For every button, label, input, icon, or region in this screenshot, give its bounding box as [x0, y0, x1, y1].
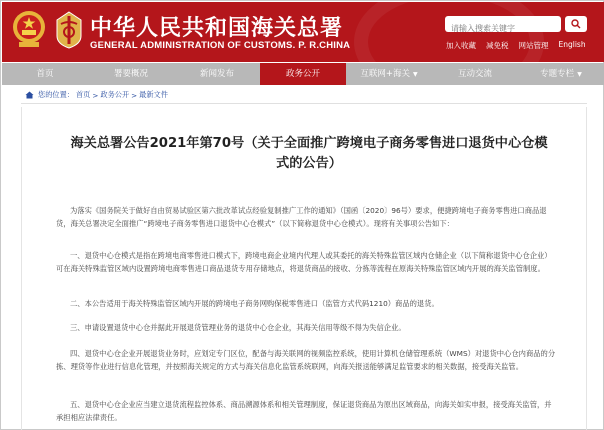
- nav-item-government-affairs[interactable]: 政务公开: [260, 63, 346, 85]
- breadcrumb-prefix: 您的位置：: [38, 90, 74, 99]
- breadcrumb-divider: [21, 103, 587, 104]
- chevron-down-icon: ▼: [577, 71, 582, 78]
- article-paragraph: 四、退货中心仓企业开展退货业务时，应划定专门区位，配备与海关联网的视频监控系统，使用计算机仓储管理系统（WMS）对退货中心仓内商品的分拣、理货等作业进行信息化管理，并按照海关规定的方式与海关信息化监管系统联网，向海关报送能够满足监管要求的相关数据，接受海关监管。: [56, 349, 556, 371]
- nav-item-interaction[interactable]: 互动交流: [457, 69, 492, 79]
- home-icon: [25, 91, 34, 99]
- link-site-admin[interactable]: 网站管理: [518, 41, 549, 50]
- nav-item-special-topics[interactable]: [518, 63, 604, 85]
- article-paragraph: 为落实《国务院关于做好自由贸易试验区第六批改革试点经验复制推广工作的通知》（国函〔2020〕96号）要求，便捷跨境电子商务零售进口商品退货，海关总署决定全面推广“跨境电子商务零售进口退货中心仓模式”（以下简称退货中心仓模式）。现将有关事项公告如下：: [56, 206, 547, 228]
- search-box[interactable]: [445, 16, 561, 32]
- nav-label-internet-customs: 互联网+海关: [360, 69, 410, 79]
- breadcrumb-separator: >: [92, 90, 99, 100]
- search-input[interactable]: [445, 21, 561, 37]
- link-english[interactable]: English: [558, 40, 586, 49]
- site-title-cn: 中华人民共和国海关总署: [90, 15, 344, 41]
- link-add-favorite[interactable]: 加入收藏: [446, 41, 476, 50]
- article-paragraph: 五、退货中心仓企业应当建立退货流程监控体系、商品溯源体系和相关管理制度，保证退货商品为原出区域商品，向海关如实申报，接受海关监管，并承担相应法律责任。: [56, 400, 552, 422]
- article-paragraph: 一、退货中心仓模式是指在跨境电商零售进口模式下，跨境电商企业境内代理人或其委托的海关特殊监管区域内仓储企业（以下简称退货中心仓企业）可在海关特殊监管区域内设置跨境电商零售进口商品退货专用存储地点，将退货商品的接收、分拣等流程在原海关特殊监管区域内开展的海关监管制度。: [56, 251, 552, 273]
- search-icon: [571, 19, 581, 29]
- article-paragraph: 二、本公告适用于海关特殊监管区域内开展的跨境电子商务网购保税零售进口（监管方式代码1210）商品的退货。: [70, 299, 439, 308]
- national-emblem-icon: [10, 8, 48, 50]
- nav-item-overview[interactable]: 署要概况: [113, 69, 148, 79]
- breadcrumb-separator: >: [131, 90, 138, 100]
- search-button[interactable]: [565, 16, 587, 32]
- breadcrumb-latest-files[interactable]: 最新文件: [139, 90, 168, 99]
- breadcrumb-home[interactable]: 首页: [75, 90, 91, 99]
- top-links: [446, 40, 586, 51]
- nav-label-special-topics: 专题专栏: [540, 69, 575, 79]
- article-paragraph: 三、申请设置退货中心仓并据此开展退货管理业务的退货中心仓企业，其海关信用等级不得为失信企业。: [70, 323, 406, 332]
- customs-badge-icon: [54, 10, 84, 50]
- breadcrumb: [25, 90, 168, 100]
- site-title-en: GENERAL ADMINISTRATION OF CUSTOMS. P. R.CHINA: [90, 40, 351, 51]
- chevron-down-icon: ▼: [413, 71, 418, 78]
- breadcrumb-government-affairs[interactable]: 政务公开: [100, 90, 130, 99]
- nav-item-internet-customs[interactable]: [346, 63, 432, 85]
- article-title: 海关总署公告2021年第70号（关于全面推广跨境电子商务零售进口退货中心仓模式的公告）: [70, 136, 548, 171]
- link-tax-reduction[interactable]: 减免税: [486, 41, 509, 50]
- nav-item-home[interactable]: 首页: [36, 69, 54, 79]
- article-container: [21, 107, 587, 430]
- main-nav: [2, 63, 604, 85]
- site-header: [2, 2, 604, 62]
- nav-item-news[interactable]: 新闻发布: [199, 69, 234, 79]
